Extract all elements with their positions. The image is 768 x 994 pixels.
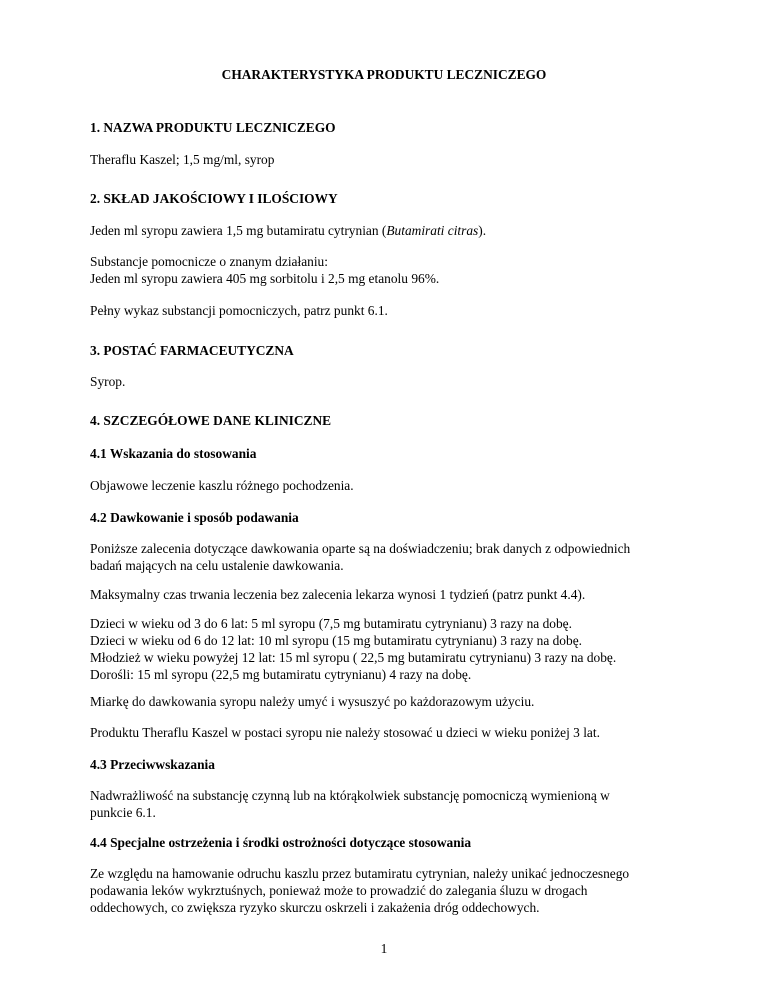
section-2-paragraph-1	[90, 222, 690, 239]
section-4-2-p1-line-1: Poniższe zalecenia dotyczące dawkowania oparte są na doświadczeniu; brak danych z odpowiednich	[90, 541, 631, 556]
section-4-3-heading: 4.3 Przeciwwskazania	[90, 757, 215, 772]
dosage-line-children-3-6: Dzieci w wieku od 3 do 6 lat: 5 ml syropu (7,5 mg butamiratu cytrynianu) 3 razy na dobę.	[90, 616, 572, 631]
section-4-2-p1-line-2: badań mających na celu ustalenie dawkowania.	[90, 558, 344, 573]
section-2-heading: 2. SKŁAD JAKOŚCIOWY I ILOŚCIOWY	[90, 191, 338, 206]
section-4-1-heading: 4.1 Wskazania do stosowania	[90, 446, 257, 461]
section-4-3-text	[90, 787, 690, 821]
section-2-p2-line-1: Substancje pomocnicze o znanym działaniu:	[90, 254, 328, 269]
section-2-p1-text-end: ).	[478, 223, 487, 238]
section-4-4-heading: 4.4 Specjalne ostrzeżenia i środki ostrożności dotyczące stosowania	[90, 835, 472, 850]
section-1-text: Theraflu Kaszel; 1,5 mg/ml, syrop	[90, 152, 275, 167]
section-3-text: Syrop.	[90, 374, 126, 389]
section-4-2-paragraph-1	[90, 540, 690, 574]
section-4-2-paragraph-4: Miarkę do dawkowania syropu należy umyć i wysuszyć po każdorazowym użyciu.	[90, 694, 535, 709]
section-2-p2-line-2: Jeden ml syropu zawiera 405 mg sorbitolu i 2,5 mg etanolu 96%.	[90, 271, 440, 286]
section-4-3-line-1: Nadwrażliwość na substancję czynną lub na którąkolwiek substancję pomocniczą wymienioną w	[90, 788, 610, 803]
section-4-3-line-2: punkcie 6.1.	[90, 805, 156, 820]
page-number: 1	[380, 941, 388, 956]
section-4-2-heading: 4.2 Dawkowanie i sposób podawania	[90, 510, 299, 525]
dosage-line-adults: Dorośli: 15 ml syropu (22,5 mg butamiratu cytrynianu) 4 razy na dobę.	[90, 667, 472, 682]
section-2-p1-latin-name: Butamirati citras	[386, 223, 479, 238]
section-4-4-line-2: podawania leków wykrztuśnych, ponieważ może to prowadzić do zalegania śluzu w drogach	[90, 883, 588, 898]
section-4-2-paragraph-5: Produktu Theraflu Kaszel w postaci syropu nie należy stosować u dzieci w wieku poniżej 3 lat.	[90, 725, 600, 740]
dosage-line-children-6-12: Dzieci w wieku od 6 do 12 lat: 10 ml syropu (15 mg butamiratu cytrynianu) 3 razy na dobę.	[90, 633, 582, 648]
section-4-4-text	[90, 865, 690, 916]
section-3-heading: 3. POSTAĆ FARMACEUTYCZNA	[90, 343, 294, 358]
section-2-paragraph-3: Pełny wykaz substancji pomocniczych, patrz punkt 6.1.	[90, 303, 388, 318]
section-4-2-dosage-list	[90, 615, 690, 683]
section-1-heading: 1. NAZWA PRODUKTU LECZNICZEGO	[90, 120, 336, 135]
section-4-4-line-3: oddechowych, co zwiększa ryzyko skurczu oskrzeli i zakażenia dróg oddechowych.	[90, 900, 540, 915]
section-4-1-text: Objawowe leczenie kaszlu różnego pochodzenia.	[90, 478, 354, 493]
section-4-4-line-1: Ze względu na hamowanie odruchu kaszlu przez butamiratu cytrynian, należy unikać jednoczesnego	[90, 866, 630, 881]
document-title: CHARAKTERYSTYKA PRODUKTU LECZNICZEGO	[221, 67, 547, 82]
dosage-line-adolescents: Młodzież w wieku powyżej 12 lat: 15 ml syropu ( 22,5 mg butamiratu cytrynianu) 3 razy na dobę.	[90, 650, 617, 665]
section-2-p1-text-start: Jeden ml syropu zawiera 1,5 mg butamiratu cytrynian (	[90, 223, 387, 238]
section-2-paragraph-2	[90, 253, 690, 287]
section-4-2-paragraph-2: Maksymalny czas trwania leczenia bez zalecenia lekarza wynosi 1 tydzień (patrz punkt 4.4).	[90, 587, 586, 602]
section-4-heading: 4. SZCZEGÓŁOWE DANE KLINICZNE	[90, 413, 332, 428]
